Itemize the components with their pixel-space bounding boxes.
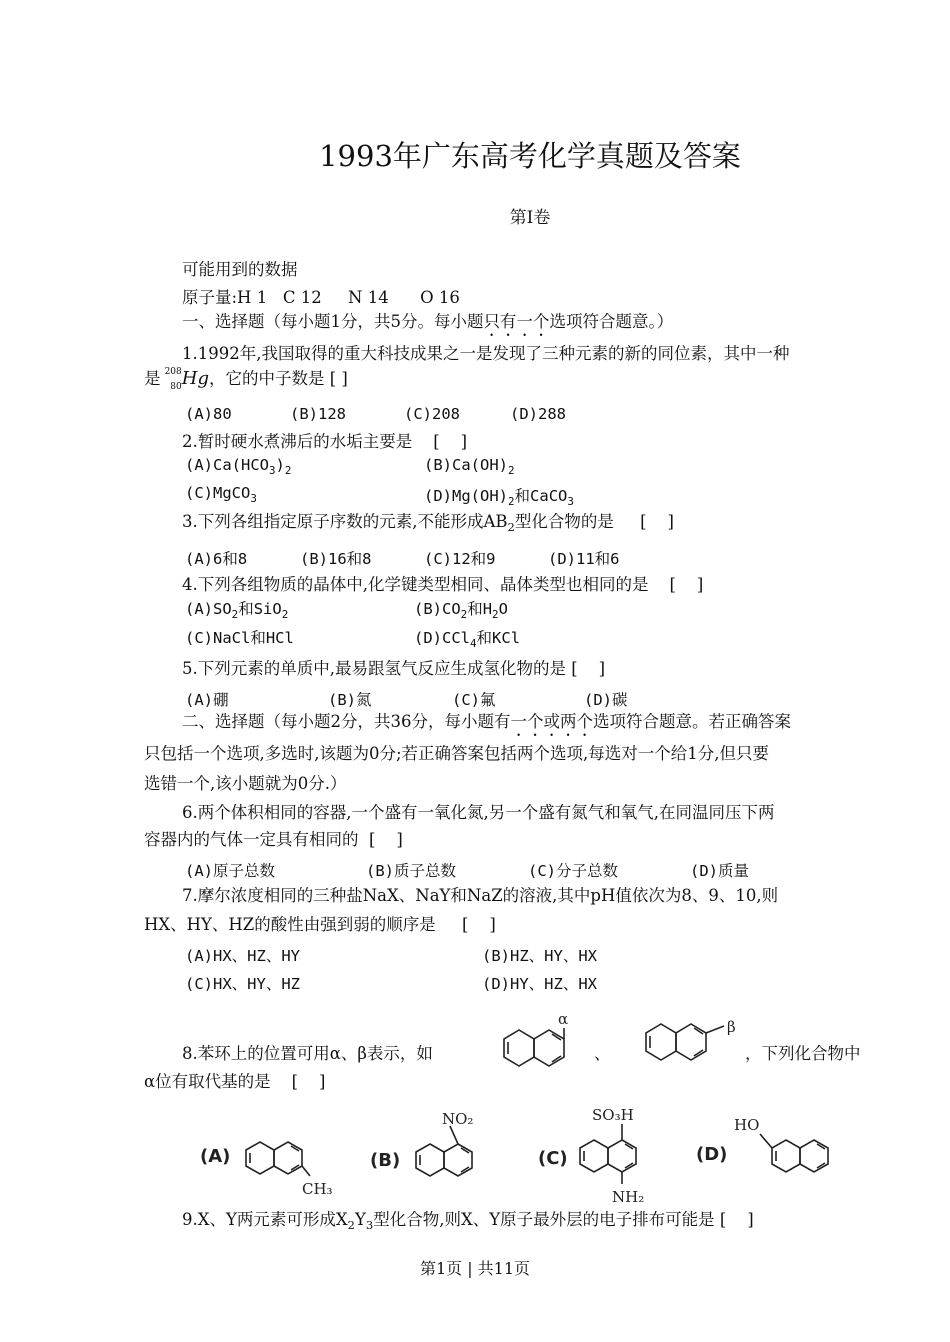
amino-group-label: NH₂: [612, 1188, 645, 1206]
question-1-option-d: (D)288: [510, 405, 566, 423]
question-1-option-b: (B)128: [290, 405, 346, 423]
option-b-label: (B): [370, 1150, 401, 1171]
methyl-group-label: CH₃: [302, 1180, 333, 1198]
question-7-stem-cont: HX、HY、HZ的酸性由强到弱的顺序是 [ ]: [144, 915, 496, 934]
data-heading: 可能用到的数据: [182, 260, 298, 279]
question-8-stem-cont: α位有取代基的是 [ ]: [144, 1072, 326, 1091]
question-2-option-d: $(D)Mg(OH)_2$和CaCO$_3$: [424, 487, 574, 508]
question-2-option-a: $(A)Ca(HCO_3)_2$: [185, 456, 292, 477]
section-2-heading: 二、选择题（每小题2分，共36分，每小题有一个或两个选项符合题意。若正确答案: [182, 712, 791, 731]
alpha-label: α: [558, 1010, 569, 1028]
page-footer: 第1页 | 共11页: [419, 1259, 531, 1278]
question-8-option-b-diagram: [368, 1104, 498, 1184]
question-5-option-b: (B)氮: [328, 691, 372, 709]
atomic-mass-line: 原子量:H 1 C 12 N 14 O 16: [182, 288, 460, 307]
question-5-option-d: (D)碳: [584, 691, 628, 709]
naphthalene-beta-diagram: [642, 1014, 752, 1064]
question-4-option-c: (C)NaCl和HCl: [185, 629, 294, 647]
question-5-option-c: (C)氟: [452, 691, 496, 709]
question-3-option-a: (A)6和8: [185, 550, 248, 568]
isotope-notation: 208 80: [164, 366, 182, 392]
question-6-option-d: (D)质量: [690, 862, 749, 880]
section-2-rule-line-3: 选错一个,该小题就为0分.）: [144, 774, 347, 793]
volume-heading: 第Ⅰ卷: [509, 208, 551, 228]
question-8-option-c-diagram: [536, 1100, 666, 1210]
question-2-option-b: $(B)Ca(OH)_2$: [424, 456, 515, 477]
page-title: 1993年广东高考化学真题及答案: [319, 139, 741, 173]
question-1-option-a: (A)80: [185, 405, 232, 423]
question-8-stem: 8.苯环上的位置可用α、β表示，如: [182, 1044, 433, 1063]
section-2-rule-line-2: 只包括一个选项,多选时,该题为0分;若正确答案包括两个选项,每选对一个给1分,但只要: [144, 744, 770, 763]
beta-label: β: [727, 1018, 736, 1036]
question-9-stem: 9.X、Y两元素可形成$X_2Y_3$型化合物,则X、Y原子最外层的电子排布可能是 [ ]: [182, 1210, 754, 1232]
question-7-option-a: (A)HX、HZ、HY: [185, 947, 300, 965]
question-1-stem: 1.1992年,我国取得的重大科技成果之一是发现了三种元素的新的同位素，其中一种: [182, 344, 790, 363]
question-3-stem: 3.下列各组指定原子序数的元素,不能形成$AB_2$型化合物的是 [ ]: [182, 512, 674, 534]
question-6-stem-cont: 容器内的气体一定具有相同的 [ ]: [144, 830, 403, 849]
question-8-separator: 、: [594, 1044, 611, 1063]
option-d-label: (D): [696, 1144, 728, 1165]
question-3-option-d: (D)11和6: [548, 550, 620, 568]
question-4-option-a: $(A)SO_2$和SiO$_2$: [185, 600, 289, 621]
question-5-stem: 5.下列元素的单质中,最易跟氢气反应生成氢化物的是 [ ]: [182, 659, 606, 678]
naphthalene-alpha-diagram: [500, 1010, 580, 1068]
question-4-stem: 4.下列各组物质的晶体中,化学键类型相同、晶体类型也相同的是 [ ]: [182, 575, 704, 594]
question-7-option-d: (D)HY、HZ、HX: [482, 975, 597, 993]
question-3-option-c: (C)12和9: [424, 550, 496, 568]
question-6-option-a: (A)原子总数: [185, 862, 275, 880]
question-1-option-c: (C)208: [404, 405, 460, 423]
option-a-label: (A): [200, 1146, 231, 1167]
question-2-stem: 2.暂时硬水煮沸后的水垢主要是 [ ]: [182, 432, 468, 451]
question-7-stem: 7.摩尔浓度相同的三种盐NaX、NaY和NaZ的溶液,其中pH值依次为8、9、10,则: [182, 886, 779, 905]
nitro-group-label: NO₂: [442, 1110, 474, 1128]
question-7-option-c: (C)HX、HY、HZ: [185, 975, 300, 993]
question-2-option-c: (C)MgCO$_3$: [185, 484, 257, 505]
question-6-option-b: (B)质子总数: [366, 862, 456, 880]
question-3-option-b: (B)16和8: [300, 550, 372, 568]
sulfonic-acid-group-label: SO₃H: [592, 1106, 634, 1124]
question-6-option-c: (C)分子总数: [528, 862, 618, 880]
question-4-option-b: $(B)CO_2$和$H_2O$: [414, 600, 508, 621]
question-8-stem-end: ，下列化合物中: [745, 1044, 861, 1063]
question-4-option-d: (D)CCl$_4$和KCl: [414, 629, 521, 650]
question-6-stem: 6.两个体积相同的容器,一个盛有一氧化氮,另一个盛有氮气和氧气,在同温同压下两: [182, 803, 775, 822]
question-7-option-b: (B)HZ、HY、HX: [482, 947, 597, 965]
question-5-option-a: (A)硼: [185, 691, 229, 709]
question-1-stem-cont: 是 208 80 Hg，它的中子数是 [ ]: [144, 366, 348, 392]
question-8-option-a-diagram: [198, 1130, 348, 1200]
option-c-label: (C): [538, 1148, 568, 1169]
hydroxyl-group-label: HO: [734, 1116, 760, 1134]
section-1-heading: 一、选择题（每小题1分，共5分。每小题只有一个选项符合题意。）: [182, 312, 674, 331]
question-8-option-d-diagram: [694, 1112, 834, 1182]
